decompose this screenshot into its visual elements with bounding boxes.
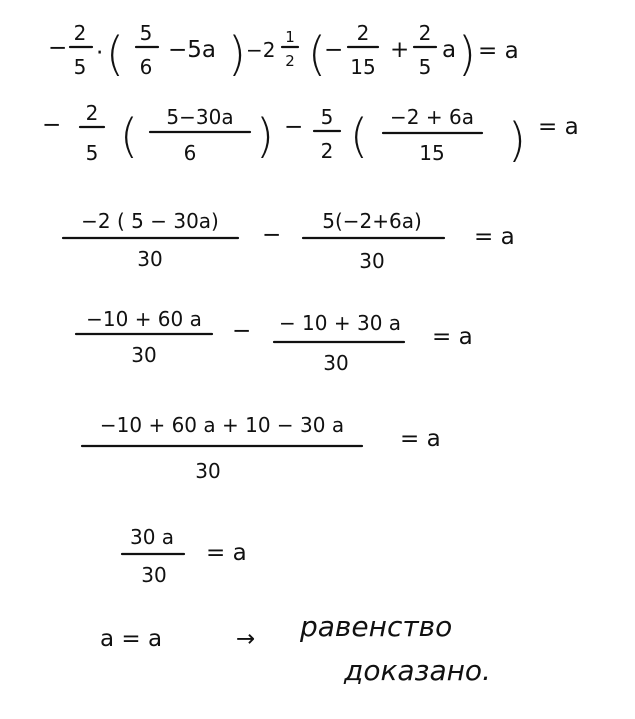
paren-close: ) — [228, 27, 246, 81]
conclusion — [100, 610, 491, 687]
equals-a: = a — [432, 324, 473, 350]
frac3-denominator: 2 — [320, 139, 334, 163]
equality-statement: a = a — [100, 626, 163, 652]
equation-line-3 — [63, 209, 515, 273]
frac3-denominator: 15 — [350, 55, 376, 79]
minus-sign: − — [48, 35, 68, 61]
mixed-numerator: 1 — [285, 28, 295, 46]
equation-line-1 — [48, 21, 519, 81]
frac2-numerator: 5(−2+6a) — [322, 209, 422, 233]
fraction-numerator: −10 + 60 a + 10 − 30 a — [99, 413, 345, 437]
frac2-denominator: 6 — [139, 55, 153, 79]
frac1-denominator: 5 — [85, 141, 99, 165]
frac4-numerator: −2 + 6a — [390, 105, 474, 129]
frac1-numerator: 2 — [73, 21, 87, 45]
equation-line-4 — [76, 307, 473, 375]
fraction-denominator: 30 — [195, 459, 221, 483]
paren-close: ) — [256, 109, 274, 163]
frac1-denominator: 30 — [137, 247, 163, 271]
frac2-denominator: 30 — [323, 351, 349, 375]
frac1-numerator: −10 + 60 a — [86, 307, 202, 331]
equals-a: = a — [478, 38, 519, 64]
equals-a: = a — [206, 540, 247, 566]
mixed-denominator: 2 — [285, 52, 295, 70]
equation-line-6 — [122, 525, 247, 587]
frac3-numerator: 2 — [356, 21, 370, 45]
equals-a: = a — [538, 114, 579, 140]
minus-sign: − — [42, 112, 62, 138]
mixed-whole: −2 — [246, 38, 276, 62]
frac1-numerator: −2 ( 5 − 30a) — [81, 209, 219, 233]
frac2-numerator: 5 — [139, 21, 153, 45]
equation-line-5 — [82, 413, 441, 483]
equals-a: = a — [474, 224, 515, 250]
conclusion-word-2: доказано. — [344, 654, 491, 687]
arrow-icon: → — [236, 626, 256, 652]
paren-close-2: ) — [508, 113, 526, 167]
equation-line-2 — [42, 101, 579, 167]
dot-operator: · — [96, 40, 104, 66]
paren-open-2: ( — [308, 27, 326, 81]
conclusion-word-1: равенство — [300, 610, 453, 643]
term-5a: −5a — [168, 37, 216, 63]
fraction-numerator: 30 a — [129, 525, 175, 549]
frac4-numerator: 2 — [418, 21, 432, 45]
frac2-denominator: 30 — [359, 249, 385, 273]
fraction-denominator: 30 — [141, 563, 167, 587]
minus-sign-2: − — [284, 114, 304, 140]
frac4-denominator: 15 — [419, 141, 445, 165]
paren-close-2: ) — [458, 27, 476, 81]
frac1-denominator: 30 — [131, 343, 157, 367]
paren-open: ( — [120, 109, 138, 163]
frac1-numerator: 2 — [85, 101, 99, 125]
paren-open: ( — [106, 27, 124, 81]
minus-sign: − — [232, 318, 252, 344]
frac4-denominator: 5 — [418, 55, 432, 79]
equals-a: = a — [400, 426, 441, 452]
minus-sign-2: − — [324, 37, 344, 63]
frac2-numerator: − 10 + 30 a — [278, 311, 402, 335]
plus-sign: + — [390, 37, 410, 63]
frac2-numerator: 5−30a — [166, 105, 234, 129]
frac3-numerator: 5 — [320, 105, 334, 129]
frac1-denominator: 5 — [73, 55, 87, 79]
variable-a: a — [442, 37, 457, 63]
paren-open-2: ( — [350, 109, 368, 163]
minus-sign: − — [262, 222, 282, 248]
frac2-denominator: 6 — [183, 141, 197, 165]
